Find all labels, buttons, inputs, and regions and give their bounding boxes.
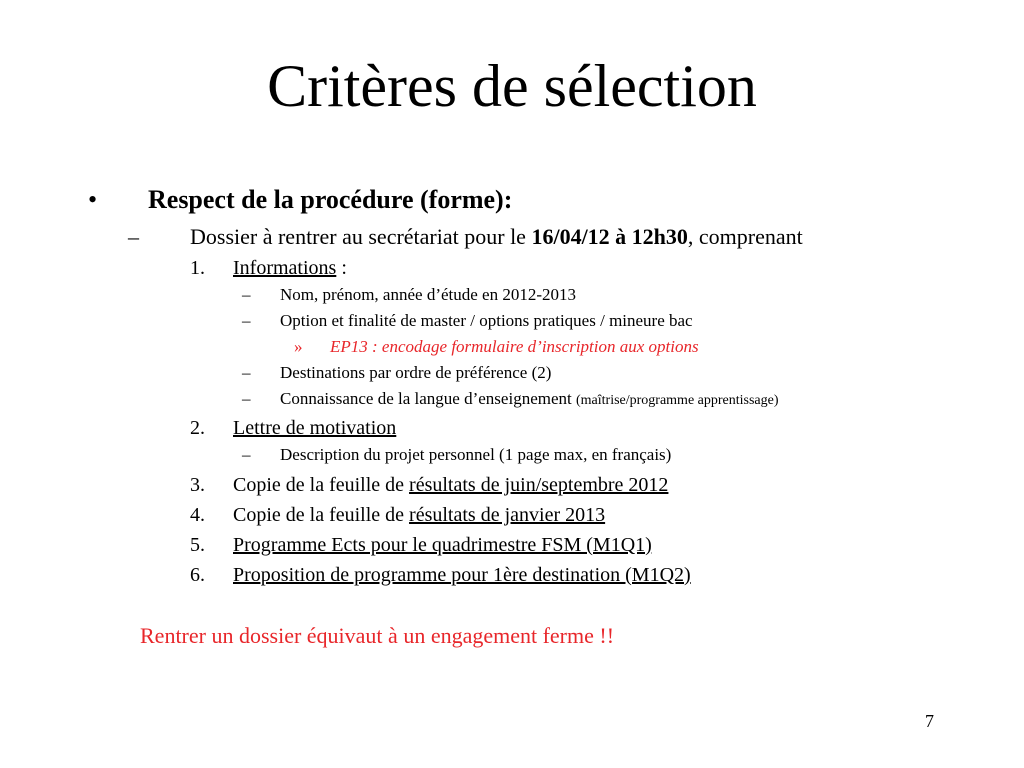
item-number: 1.	[190, 257, 205, 279]
item-number: 3.	[190, 474, 205, 496]
submission-line	[190, 224, 803, 250]
proposition-programme-link[interactable]: Proposition de programme pour 1ère destination (M1Q2)	[233, 564, 691, 586]
item-suffix: :	[336, 257, 347, 279]
item-informations	[233, 256, 347, 280]
item-number: 2.	[190, 417, 205, 439]
ep13-note: EP13 : encodage formulaire d’inscription aux options	[330, 337, 699, 356]
guillemet-marker: »	[294, 337, 303, 356]
bullet-marker: •	[88, 185, 98, 214]
language-text: Connaissance de la langue d’enseignement	[280, 389, 576, 408]
informations-link[interactable]: Informations	[233, 257, 337, 279]
dash-marker: –	[242, 311, 251, 330]
sub-item-description: Description du projet personnel (1 page max, en français)	[280, 445, 672, 464]
item-results-june	[233, 473, 668, 497]
language-note: (maîtrise/programme apprentissage)	[575, 393, 779, 408]
item-number: 4.	[190, 504, 205, 526]
results-june-link[interactable]: résultats de juin/septembre 2012	[409, 474, 669, 496]
item-number: 5.	[190, 534, 205, 556]
engagement-warning: Rentrer un dossier équivaut à un engagement ferme !!	[140, 623, 615, 648]
page-number: 7	[925, 711, 934, 731]
item-prefix: Copie de la feuille de	[233, 504, 410, 526]
item-prefix: Copie de la feuille de	[233, 474, 410, 496]
dash-marker: –	[242, 445, 251, 464]
programme-ects-link[interactable]: Programme Ects pour le quadrimestre FSM (M1Q1)	[233, 534, 652, 556]
lettre-motivation-link[interactable]: Lettre de motivation	[233, 417, 397, 439]
dash-marker: –	[128, 224, 139, 249]
dash-marker: –	[242, 285, 251, 304]
sub-item-options: Option et finalité de master / options pratiques / mineure bac	[280, 311, 693, 330]
sub-item-name: Nom, prénom, année d’étude en 2012-2013	[280, 285, 576, 304]
dash-marker: –	[242, 389, 251, 408]
item-number: 6.	[190, 564, 205, 586]
section-heading: Respect de la procédure (forme):	[148, 185, 513, 214]
item-results-january	[233, 503, 605, 527]
dash-marker: –	[242, 363, 251, 382]
submission-text: Dossier à rentrer au secrétariat pour le	[190, 224, 532, 249]
sub-item-destinations: Destinations par ordre de préférence (2)	[280, 363, 552, 382]
deadline-date: 16/04/12 à 12h30	[531, 224, 688, 249]
slide-title: Critères de sélection	[267, 53, 757, 119]
sub-item-language	[280, 389, 779, 411]
results-january-link[interactable]: résultats de janvier 2013	[409, 504, 606, 526]
submission-suffix: , comprenant	[687, 224, 803, 249]
